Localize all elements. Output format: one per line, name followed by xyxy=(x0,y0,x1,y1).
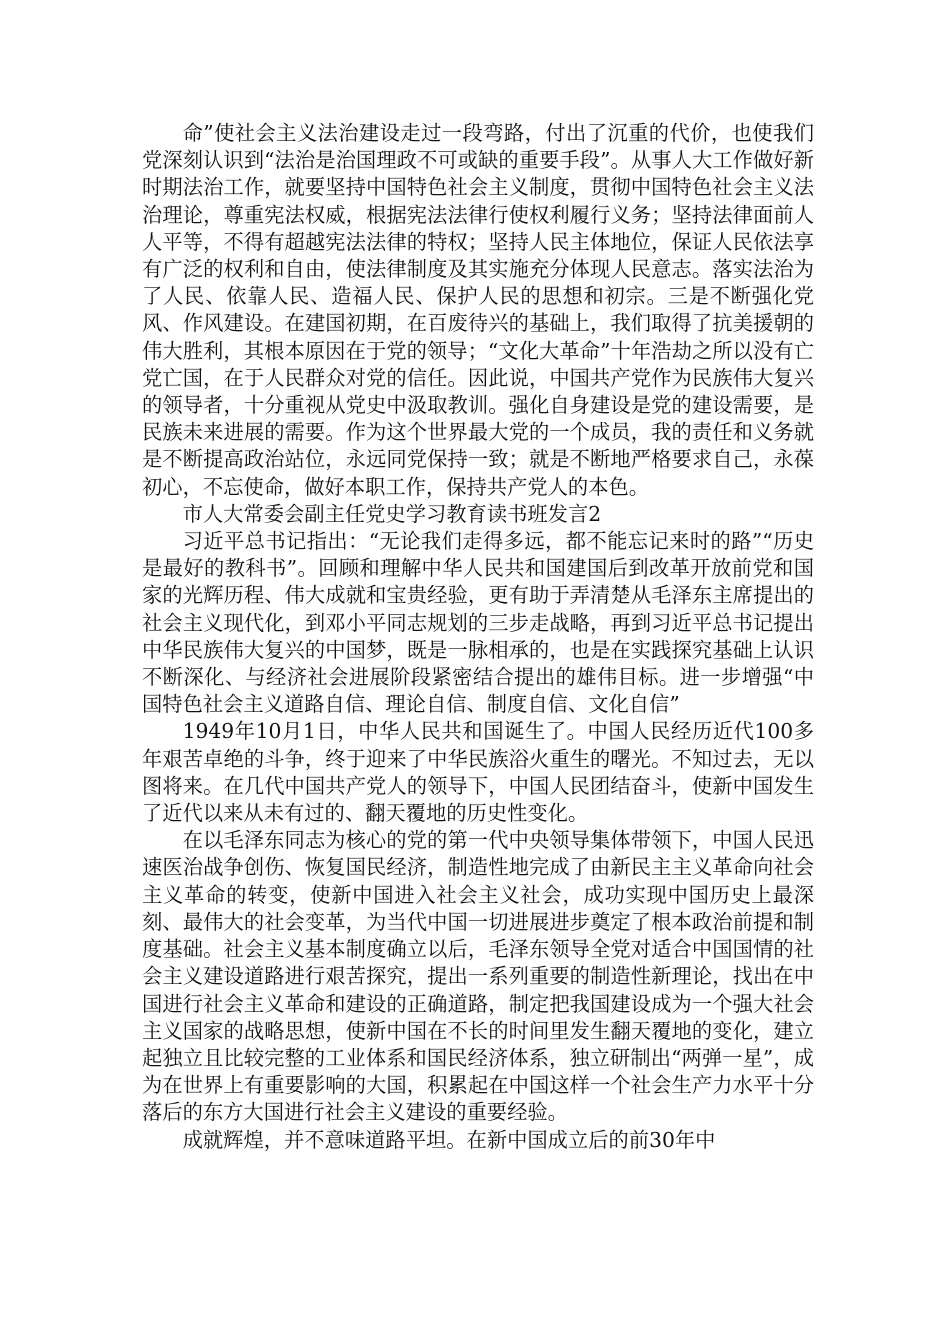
paragraph-mao-leadership: 在以毛泽东同志为核心的党的第一代中央领导集体带领下，中国人民迅速医治战争创伤、恢复国民经济，制造性地完成了由新民主主义革命向社会主义革命的转变，使新中国进入社会主义社会，成功实现中国历史上最深刻、最伟大的社会变革，为当代中国一切进展进步奠定了根本政治前提和制度基础。社会主义基本制度确立以后，毛泽东领导全党对适合中国国情的社会主义建设道路进行艰苦探究，提出一系列重要的制造性新理论，找出在中国进行社会主义革命和建设的正确道路，制定把我国建设成为一个强大社会主义国家的战略思想，使新中国在不长的时间里发生翻天覆地的变化，建立起独立且比较完整的工业体系和国民经济体系，独立研制出“两弹一星”，成为在世界上有重要影响的大国，积累起在中国这样一个社会生产力水平十分落后的东方大国进行社会主义建设的重要经验。 xyxy=(142,828,814,1125)
paragraph-achievements: 成就辉煌，并不意味道路平坦。在新中国成立后的前30年中 xyxy=(182,1127,716,1152)
paragraph-1949: 1949年10月1日，中华人民共和国诞生了。中国人民经历近代100多年艰苦卓绝的斗争，终于迎来了中华民族浴火重生的曙光。不知过去，无以图将来。在几代中国共产党人的领导下，中国人民团结奋斗，使新中国发生了近代以来从未有过的、翻天覆地的历史性变化。 xyxy=(142,719,814,826)
paragraph-xi-quote: 习近平总书记指出：“无论我们走得多远，都不能忘记来时的路”“历史是最好的教科书”。回顾和理解中华人民共和国建国后到改革开放前党和国家的光辉历程、伟大成就和宝贵经验，更有助于弄清楚从毛泽东主席提出的社会主义现代化，到邓小平同志规划的三步走战略，再到习近平总书记提出中华民族伟大复兴的中国梦，既是一脉相承的，也是在实践探究基础上认识不断深化、与经济社会进展阶段紧密结合提出的雄伟目标。进一步增强“中国特色社会主义道路自信、理论自信、制度自信、文化自信” xyxy=(142,529,814,717)
paragraph-rule-of-law: 命”使社会主义法治建设走过一段弯路，付出了沉重的代价，也使我们党深刻认识到“法治是治国理政不可或缺的重要手段”。从事人大工作做好新时期法治工作，就要坚持中国特色社会主义制度，贯彻中国特色社会主义法治理论，尊重宪法权威，根据宪法法律行使权利履行义务；坚持法律面前人人平等，不得有超越宪法法律的特权；坚持人民主体地位，保证人民依法享有广泛的权利和自由，使法律制度及其实施充分体现人民意志。落实法治为了人民、依靠人民、造福人民、保护人民的思想和初宗。三是不断强化党风、作风建设。在建国初期，在百废待兴的基础上，我们取得了抗美援朝的伟大胜利，其根本原因在于党的领导；“文化大革命”十年浩劫之所以没有亡党亡国，在于人民群众对党的信任。因此说，中国共产党作为民族伟大复兴的领导者，十分重视从党史中汲取教训。强化自身建设是党的建设需要，是民族未来进展的需要。作为这个世界最大党的一个成员，我的责任和义务就是不断提高政治站位，永远同党保持一致；就是不断地严格要求自己，永葆初心，不忘使命，做好本职工作，保持共产党人的本色。 xyxy=(142,121,814,499)
section-heading: 市人大常委会副主任党史学习教育读书班发言2 xyxy=(182,501,602,526)
document-body xyxy=(142,120,814,1154)
